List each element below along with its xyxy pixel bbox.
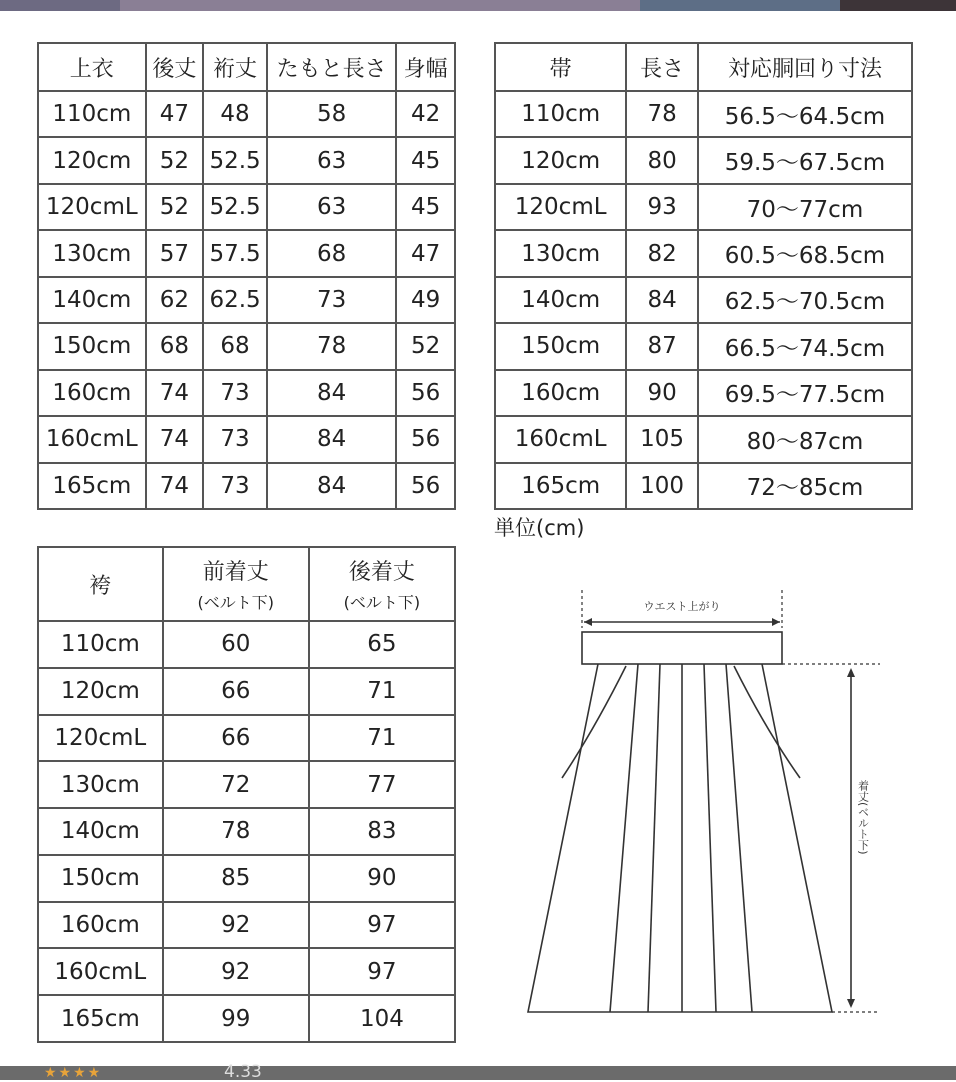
value-cell: 58	[267, 91, 396, 137]
size-cell: 110cm	[38, 91, 146, 137]
value-cell: 57.5	[203, 230, 267, 276]
value-cell: 71	[309, 715, 455, 762]
size-cell: 150cm	[495, 323, 626, 369]
size-cell: 130cm	[38, 230, 146, 276]
value-cell: 45	[396, 184, 455, 230]
obi-size-table	[494, 42, 913, 510]
size-cell: 130cm	[38, 761, 163, 808]
value-cell: 80〜87cm	[698, 416, 912, 462]
value-cell: 104	[309, 995, 455, 1042]
col-header-front-length-main: 前着丈	[202, 560, 269, 585]
col-header-sleeve-depth: たもと長さ	[267, 43, 396, 91]
value-cell: 84	[626, 277, 698, 323]
value-cell: 52	[146, 184, 204, 230]
value-cell: 42	[396, 91, 455, 137]
col-header-front-length-sub: (ベルト下)	[197, 593, 274, 612]
value-cell: 90	[309, 855, 455, 902]
size-cell: 150cm	[38, 855, 163, 902]
table-row	[495, 230, 912, 276]
value-cell: 72〜85cm	[698, 463, 912, 510]
side-slit-right	[734, 666, 800, 778]
value-cell: 74	[146, 463, 204, 510]
value-cell: 47	[146, 91, 204, 137]
value-cell: 60	[163, 621, 309, 668]
size-cell: 160cm	[38, 902, 163, 949]
value-cell: 100	[626, 463, 698, 510]
value-cell: 66.5〜74.5cm	[698, 323, 912, 369]
size-cell: 160cm	[38, 370, 146, 416]
length-arrowhead-bottom	[847, 999, 855, 1008]
size-cell: 120cm	[495, 137, 626, 183]
value-cell: 84	[267, 416, 396, 462]
col-header-obi: 帯	[495, 43, 626, 91]
col-header-waist-range: 対応胴回り寸法	[698, 43, 912, 91]
value-cell: 66	[163, 715, 309, 762]
value-cell: 62.5	[203, 277, 267, 323]
table-row	[495, 91, 912, 137]
value-cell: 73	[203, 370, 267, 416]
size-cell: 165cm	[38, 463, 146, 510]
value-cell: 92	[163, 948, 309, 995]
value-cell: 52.5	[203, 184, 267, 230]
value-cell: 47	[396, 230, 455, 276]
pleat-line	[704, 664, 716, 1012]
value-cell: 74	[146, 416, 204, 462]
hakama-diagram	[520, 580, 900, 1025]
table-row	[495, 323, 912, 369]
value-cell: 87	[626, 323, 698, 369]
pleat-line	[610, 664, 638, 1012]
value-cell: 69.5〜77.5cm	[698, 370, 912, 416]
size-cell: 140cm	[38, 808, 163, 855]
value-cell: 65	[309, 621, 455, 668]
table-row	[495, 277, 912, 323]
size-cell: 110cm	[38, 621, 163, 668]
size-cell: 120cm	[38, 137, 146, 183]
size-cell: 160cmL	[38, 948, 163, 995]
value-cell: 52.5	[203, 137, 267, 183]
table-row	[38, 323, 455, 369]
col-header-hakama	[38, 547, 163, 621]
table-header-row	[495, 43, 912, 91]
value-cell: 56	[396, 370, 455, 416]
size-cell: 130cm	[495, 230, 626, 276]
value-cell: 83	[309, 808, 455, 855]
table-row	[38, 230, 455, 276]
size-cell: 160cmL	[495, 416, 626, 462]
pleat-line	[726, 664, 752, 1012]
col-header-sleeve-length: 裄丈	[203, 43, 267, 91]
col-header-back-length	[309, 547, 455, 621]
size-cell: 140cm	[495, 277, 626, 323]
table-row	[38, 621, 455, 668]
size-cell: 120cmL	[38, 715, 163, 762]
value-cell: 59.5〜67.5cm	[698, 137, 912, 183]
value-cell: 78	[626, 91, 698, 137]
value-cell: 82	[626, 230, 698, 276]
length-label: 着丈(ベルト下)	[856, 780, 870, 855]
value-cell: 93	[626, 184, 698, 230]
size-cell: 160cmL	[38, 416, 146, 462]
table-row	[495, 370, 912, 416]
top-banner-strip	[0, 0, 956, 11]
col-header-top: 上衣	[38, 43, 146, 91]
table-row	[38, 184, 455, 230]
unit-label: 単位(cm)	[494, 516, 585, 540]
waist-arrowhead-left	[584, 618, 592, 626]
value-cell: 92	[163, 902, 309, 949]
col-header-hakama-main: 袴	[89, 573, 112, 599]
size-cell: 120cmL	[495, 184, 626, 230]
value-cell: 71	[309, 668, 455, 715]
size-cell: 165cm	[495, 463, 626, 510]
waist-arrowhead-right	[772, 618, 780, 626]
table-row	[38, 91, 455, 137]
value-cell: 49	[396, 277, 455, 323]
table-row	[38, 277, 455, 323]
value-cell: 97	[309, 902, 455, 949]
value-cell: 57	[146, 230, 204, 276]
value-cell: 105	[626, 416, 698, 462]
col-header-length: 長さ	[626, 43, 698, 91]
col-header-back-length-sub: (ベルト下)	[343, 593, 421, 612]
table-row	[38, 902, 455, 949]
rating-stars-icon: ★★★★	[44, 1065, 103, 1081]
table-header-row	[38, 43, 455, 91]
bottom-rating-strip	[0, 1062, 956, 1082]
value-cell: 62.5〜70.5cm	[698, 277, 912, 323]
value-cell: 80	[626, 137, 698, 183]
waist-label: ウエスト上がり	[643, 600, 721, 613]
value-cell: 78	[267, 323, 396, 369]
size-cell: 110cm	[495, 91, 626, 137]
col-header-back-length-main: 後着丈	[348, 560, 415, 585]
value-cell: 90	[626, 370, 698, 416]
table-row	[38, 808, 455, 855]
col-header-front-length	[163, 547, 309, 621]
col-header-back-length: 後丈	[146, 43, 204, 91]
table-row	[495, 463, 912, 510]
value-cell: 60.5〜68.5cm	[698, 230, 912, 276]
table-header-row	[38, 547, 455, 621]
value-cell: 68	[267, 230, 396, 276]
value-cell: 78	[163, 808, 309, 855]
value-cell: 85	[163, 855, 309, 902]
table-row	[38, 370, 455, 416]
hakama-size-table	[37, 546, 456, 1043]
value-cell: 99	[163, 995, 309, 1042]
size-cell: 150cm	[38, 323, 146, 369]
value-cell: 97	[309, 948, 455, 995]
table-row	[38, 668, 455, 715]
col-header-body-width: 身幅	[396, 43, 455, 91]
value-cell: 48	[203, 91, 267, 137]
value-cell: 45	[396, 137, 455, 183]
value-cell: 73	[203, 463, 267, 510]
size-cell: 120cm	[38, 668, 163, 715]
size-cell: 160cm	[495, 370, 626, 416]
value-cell: 56	[396, 416, 455, 462]
rating-value: 4.33	[224, 1062, 262, 1082]
table-row	[38, 761, 455, 808]
value-cell: 63	[267, 184, 396, 230]
value-cell: 66	[163, 668, 309, 715]
value-cell: 74	[146, 370, 204, 416]
length-arrowhead-top	[847, 668, 855, 677]
value-cell: 77	[309, 761, 455, 808]
value-cell: 84	[267, 463, 396, 510]
table-row	[38, 416, 455, 462]
value-cell: 73	[267, 277, 396, 323]
pleat-line	[648, 664, 660, 1012]
table-row	[38, 715, 455, 762]
size-cell: 120cmL	[38, 184, 146, 230]
value-cell: 52	[146, 137, 204, 183]
value-cell: 62	[146, 277, 204, 323]
top-garment-size-table	[37, 42, 456, 510]
value-cell: 52	[396, 323, 455, 369]
belt-rect	[582, 632, 782, 664]
value-cell: 73	[203, 416, 267, 462]
value-cell: 70〜77cm	[698, 184, 912, 230]
value-cell: 84	[267, 370, 396, 416]
value-cell: 56.5〜64.5cm	[698, 91, 912, 137]
table-row	[495, 416, 912, 462]
value-cell: 68	[203, 323, 267, 369]
table-row	[38, 463, 455, 510]
table-row	[38, 137, 455, 183]
value-cell: 63	[267, 137, 396, 183]
table-row	[38, 995, 455, 1042]
table-row	[495, 137, 912, 183]
table-row	[38, 855, 455, 902]
value-cell: 72	[163, 761, 309, 808]
table-row	[495, 184, 912, 230]
value-cell: 68	[146, 323, 204, 369]
size-cell: 165cm	[38, 995, 163, 1042]
value-cell: 56	[396, 463, 455, 510]
size-cell: 140cm	[38, 277, 146, 323]
table-row	[38, 948, 455, 995]
skirt-outline	[528, 664, 832, 1012]
